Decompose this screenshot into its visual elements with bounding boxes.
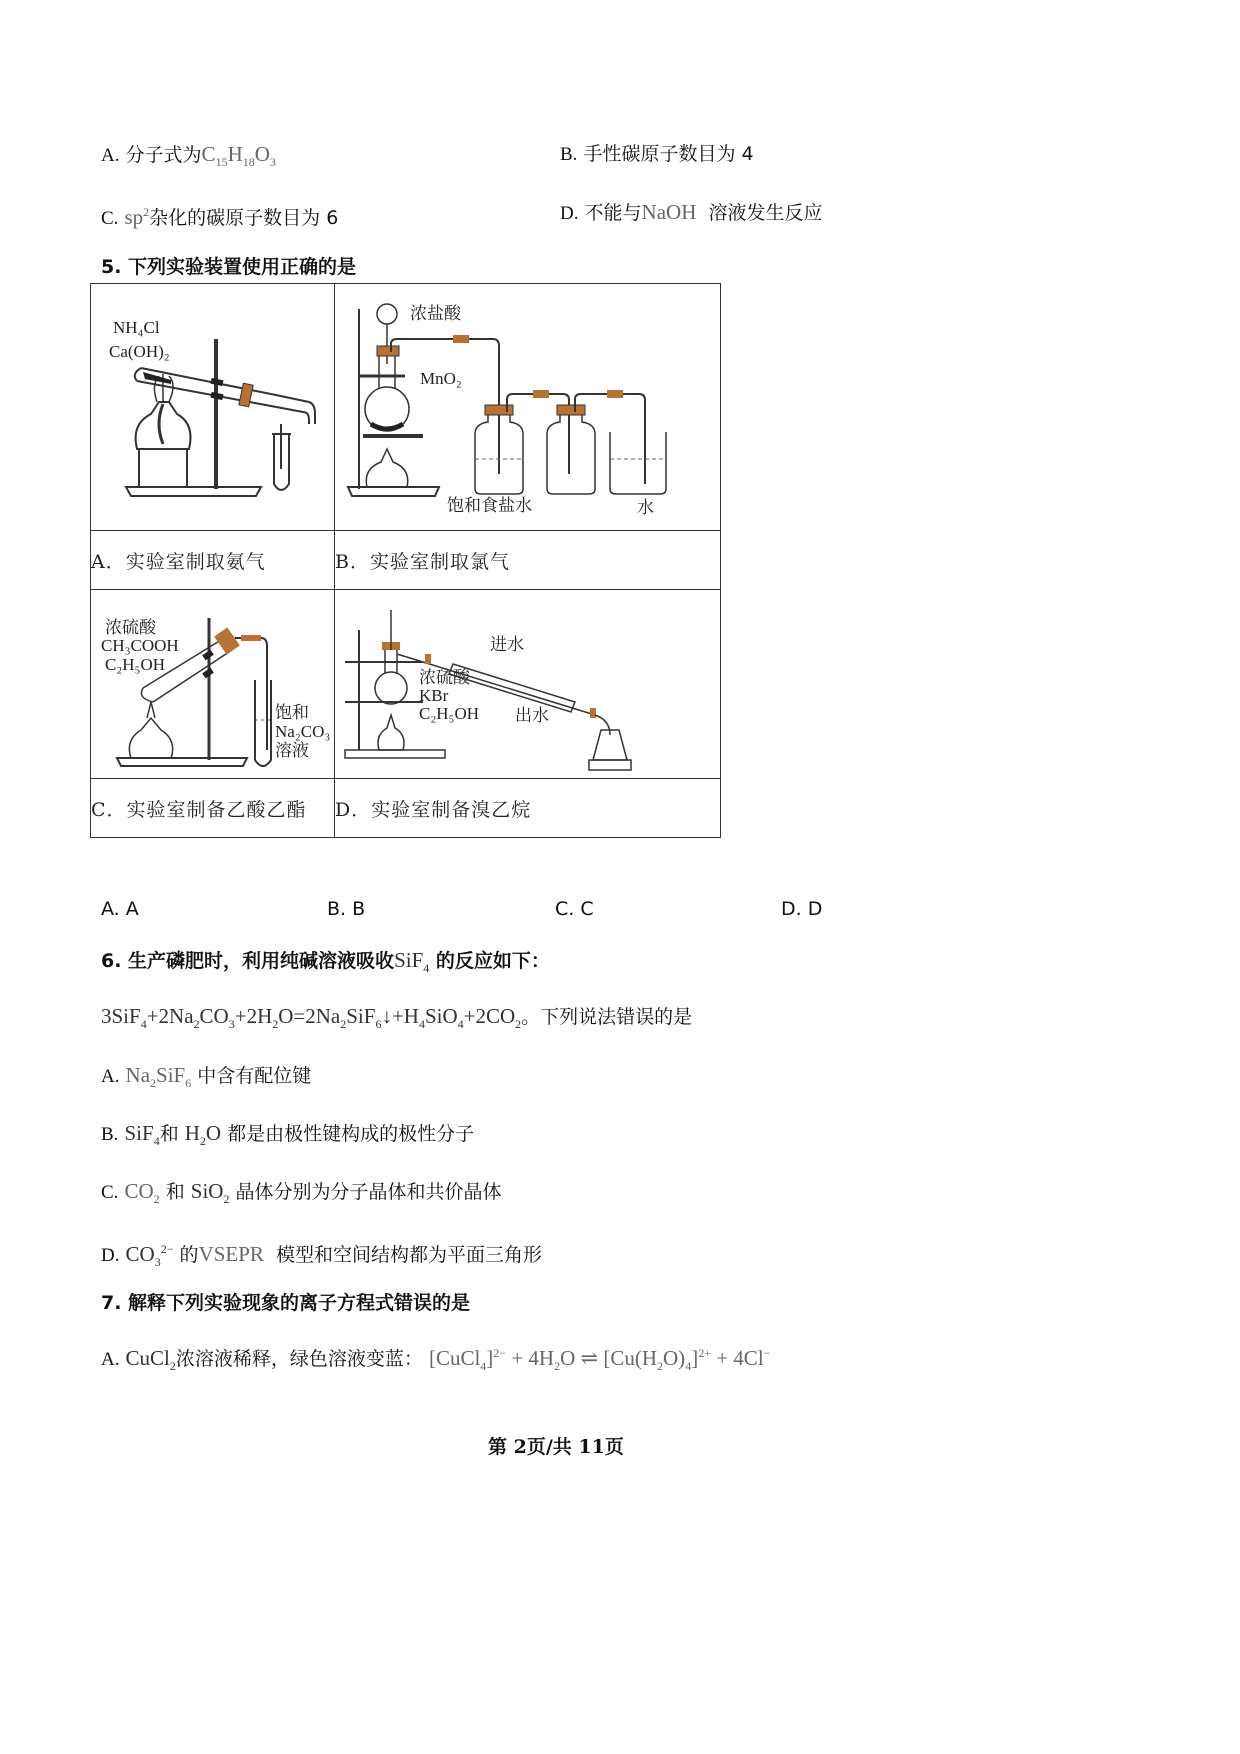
bromoethane-apparatus-icon (335, 590, 720, 778)
formula: $CO_2$ (124, 1179, 160, 1207)
label-saturated-brine: 饱和食盐水 (447, 496, 532, 515)
option-letter: D. (101, 1245, 120, 1266)
panel-d-caption: D．实验室制备溴乙烷 (335, 779, 721, 838)
formula: SiF$_4$ (394, 948, 430, 976)
label-water-in: 进水 (490, 635, 524, 654)
option-text: 和 (159, 1123, 179, 1145)
q5-option-b[interactable]: B. B (327, 898, 366, 920)
option-text: 中含有配位键 (197, 1065, 312, 1087)
label-mno2: MnO₂ (420, 369, 462, 388)
q7-option-a[interactable] (101, 1340, 770, 1379)
panel-c-caption: C．实验室制备乙酸乙酯 (91, 779, 335, 838)
formula: NaOH (641, 200, 697, 224)
option-text: 杂化的碳原子数目为 6 (149, 207, 339, 229)
option-text: 手性碳原子数目为 4 (583, 143, 754, 165)
apparatus-table (90, 283, 721, 838)
label-water-out: 出水 (515, 706, 549, 725)
q6-option-a[interactable] (101, 1062, 311, 1096)
label-conc-hcl: 浓盐酸 (410, 304, 461, 323)
chlorine-apparatus-icon (335, 284, 720, 530)
formula: $CO_3^{2-}$ (125, 1242, 174, 1270)
panel-c-figure (91, 590, 335, 779)
q5-option-d[interactable]: D. D (781, 898, 823, 920)
label-conc-sulfuric: 浓硫酸 (419, 668, 470, 687)
q4-option-d (560, 199, 822, 227)
q5-option-c[interactable]: C. C (555, 898, 594, 920)
label-conc-sulfuric: 浓硫酸 (105, 618, 156, 637)
label-acetic-acid: CH₃COOH (101, 636, 179, 655)
label-caoh2: Ca(OH)₂ (109, 342, 170, 361)
option-text: 的 (179, 1244, 199, 1266)
label-solution: 溶液 (275, 741, 309, 760)
option-text: 分子式为 (125, 144, 202, 166)
option-text: 和 (165, 1181, 185, 1203)
panel-b-caption: B．实验室制取氯气 (335, 531, 721, 590)
option-text: 溶液发生反应 (708, 202, 823, 224)
formula: $H_2O$ (184, 1121, 222, 1149)
option-letter: C. (101, 1182, 119, 1203)
q6-option-d[interactable] (101, 1236, 542, 1275)
q6-title-text: 的反应如下： (435, 950, 550, 972)
label-kbr: KBr (419, 686, 449, 705)
option-letter: B. (560, 144, 578, 165)
chemical-equation: [CuCl$_4$]$^{2-}$ + $4H_2O$ ⇌ $[Cu(H_2O)_4]^{2+} + 4Cl^-$ (428, 1346, 771, 1374)
option-letter: B. (101, 1124, 119, 1145)
q5-title: 5. 下列实验装置使用正确的是 (101, 256, 357, 278)
label-nh4cl: NH₄Cl (113, 318, 160, 337)
option-letter: A. (101, 1066, 120, 1087)
q6-equation-suffix: 。下列说法错误的是 (521, 1006, 693, 1028)
label-water: 水 (637, 498, 654, 517)
label-ethanol: C₂H₅OH (419, 704, 480, 723)
formula: CuCl$_2$ (125, 1346, 176, 1374)
option-letter: A. (101, 145, 120, 166)
panel-b-figure (335, 284, 721, 531)
panel-d-figure (335, 590, 721, 779)
formula: $Na_2SiF_6$ (125, 1063, 192, 1091)
q4-option-b (560, 141, 754, 168)
option-letter: A. (101, 1349, 120, 1370)
label-saturated: 饱和 (275, 703, 309, 722)
label-ethanol: C₂H₅OH (105, 655, 166, 674)
option-letter: D. (560, 203, 579, 224)
q6-option-c[interactable] (101, 1178, 502, 1212)
q5-option-a[interactable]: A. A (101, 898, 139, 920)
formula: $sp^2$ (124, 205, 150, 229)
q6-equation (101, 1003, 692, 1037)
option-text: 模型和空间结构都为平面三角形 (276, 1244, 543, 1266)
q6-title (101, 946, 550, 976)
panel-a-caption: A．实验室制取氨气 (91, 531, 335, 590)
label-na2co3: Na₂CO₃ (275, 722, 331, 741)
page-number: 第 2页/共 11页 (488, 1436, 624, 1458)
option-text: 晶体分别为分子晶体和共价晶体 (235, 1181, 502, 1203)
q4-option-a (101, 141, 276, 175)
option-text: 不能与 (584, 202, 642, 224)
formula: $C_{15}H_{18}O_3$ (201, 142, 276, 170)
option-text: 都是由极性键构成的极性分子 (227, 1123, 475, 1145)
formula: VSEPR (198, 1242, 264, 1266)
q7-title: 7. 解释下列实验现象的离子方程式错误的是 (101, 1292, 471, 1314)
chemical-equation: $3SiF_4+2Na_2CO_3+2H_2O=2Na_2SiF_6↓+H_4SiO_4+2CO_2$ (101, 1004, 522, 1032)
panel-a-figure (91, 284, 335, 531)
q6-title-text: 6. 生产磷肥时，利用纯碱溶液吸收 (101, 950, 395, 972)
option-letter: C. (101, 208, 119, 229)
formula: SiO$_2$ (190, 1179, 230, 1207)
q6-option-b[interactable] (101, 1120, 474, 1154)
q4-option-c (101, 199, 338, 232)
option-text: 浓溶液稀释，绿色溶液变蓝： (175, 1348, 423, 1370)
formula: SiF$_4$ (124, 1121, 160, 1149)
